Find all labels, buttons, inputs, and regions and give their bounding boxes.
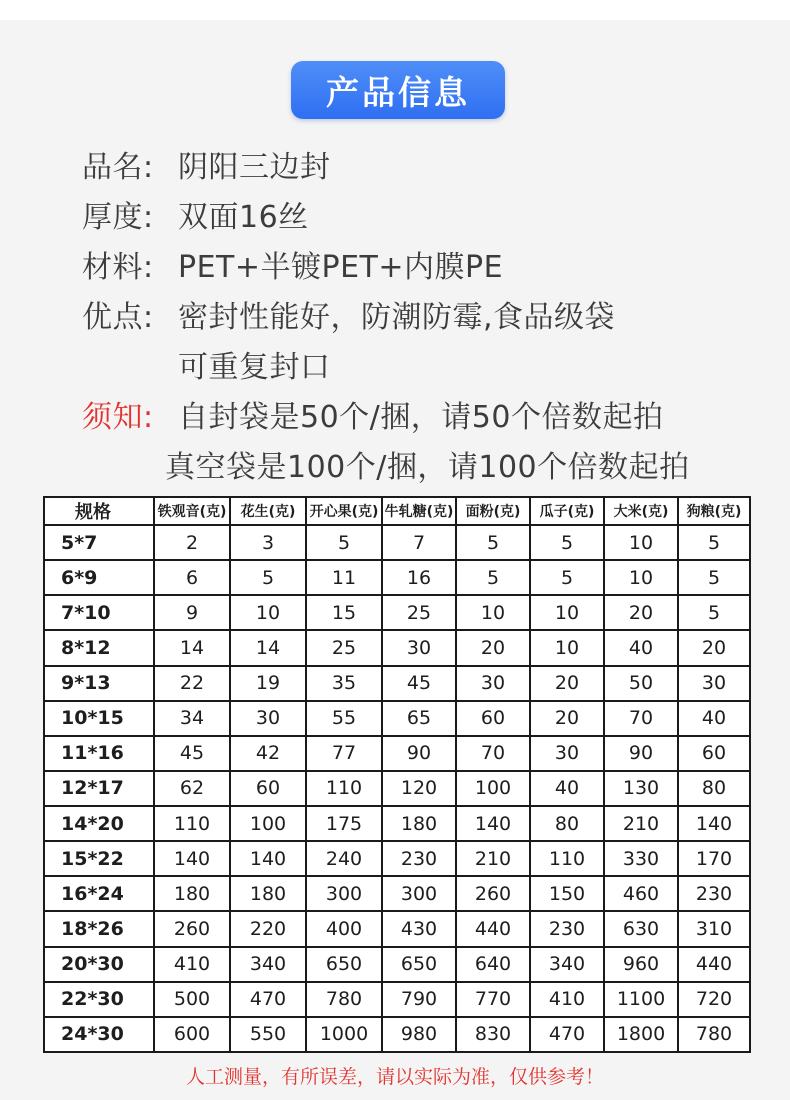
weight-cell: 780 bbox=[678, 1017, 750, 1052]
weight-cell: 30 bbox=[678, 666, 750, 701]
weight-cell: 120 bbox=[382, 771, 456, 806]
weight-cell: 2 bbox=[154, 525, 230, 560]
weight-cell: 34 bbox=[154, 701, 230, 736]
weight-cell: 10 bbox=[604, 560, 678, 595]
weight-cell: 180 bbox=[154, 876, 230, 911]
weight-cell: 19 bbox=[230, 666, 306, 701]
footer-note: 人工测量，有所误差，请以实际为准，仅供参考！ bbox=[185, 1066, 604, 1088]
size-cell: 5*7 bbox=[44, 525, 154, 560]
weight-cell: 210 bbox=[456, 841, 530, 876]
weight-cell: 30 bbox=[230, 701, 306, 736]
weight-cell: 640 bbox=[456, 947, 530, 982]
weight-cell: 25 bbox=[306, 630, 382, 665]
weight-cell: 550 bbox=[230, 1017, 306, 1052]
weight-cell: 240 bbox=[306, 841, 382, 876]
weight-cell: 430 bbox=[382, 911, 456, 946]
weight-cell: 70 bbox=[604, 701, 678, 736]
weight-cell: 310 bbox=[678, 911, 750, 946]
top-strip bbox=[0, 0, 790, 20]
info-label: 厚度: bbox=[82, 200, 154, 235]
weight-cell: 77 bbox=[306, 736, 382, 771]
weight-cell: 175 bbox=[306, 806, 382, 841]
weight-cell: 40 bbox=[604, 630, 678, 665]
weight-cell: 10 bbox=[530, 595, 604, 630]
size-cell: 24*30 bbox=[44, 1017, 154, 1052]
table-row bbox=[44, 911, 750, 946]
header-cell: 狗粮(克) bbox=[678, 497, 750, 525]
weight-cell: 410 bbox=[530, 982, 604, 1017]
weight-cell: 40 bbox=[530, 771, 604, 806]
weight-cell: 980 bbox=[382, 1017, 456, 1052]
weight-cell: 7 bbox=[382, 525, 456, 560]
weight-cell: 600 bbox=[154, 1017, 230, 1052]
spec-table bbox=[43, 496, 751, 1053]
weight-cell: 340 bbox=[530, 947, 604, 982]
table-row bbox=[44, 876, 750, 911]
weight-cell: 960 bbox=[604, 947, 678, 982]
weight-cell: 35 bbox=[306, 666, 382, 701]
weight-cell: 11 bbox=[306, 560, 382, 595]
weight-cell: 10 bbox=[530, 630, 604, 665]
weight-cell: 150 bbox=[530, 876, 604, 911]
notice-label: 须知: bbox=[82, 400, 154, 435]
info-label: 材料: bbox=[82, 250, 154, 285]
header-cell: 面粉(克) bbox=[456, 497, 530, 525]
weight-cell: 210 bbox=[604, 806, 678, 841]
info-value: 密封性能好，防潮防霉,食品级袋 bbox=[178, 300, 616, 335]
weight-cell: 20 bbox=[456, 630, 530, 665]
weight-cell: 220 bbox=[230, 911, 306, 946]
size-cell: 15*22 bbox=[44, 841, 154, 876]
weight-cell: 5 bbox=[530, 560, 604, 595]
weight-cell: 440 bbox=[678, 947, 750, 982]
table-header-row bbox=[44, 497, 750, 525]
info-value: 阴阳三边封 bbox=[178, 150, 331, 185]
info-advantage-cont: 可重复封口 bbox=[178, 350, 331, 385]
weight-cell: 45 bbox=[154, 736, 230, 771]
weight-cell: 5 bbox=[678, 525, 750, 560]
info-product-name bbox=[82, 142, 331, 186]
weight-cell: 230 bbox=[678, 876, 750, 911]
weight-cell: 330 bbox=[604, 841, 678, 876]
notice-line-1: 自封袋是50个/捆，请50个倍数起拍 bbox=[178, 400, 664, 435]
weight-cell: 55 bbox=[306, 701, 382, 736]
weight-cell: 20 bbox=[530, 701, 604, 736]
weight-cell: 1100 bbox=[604, 982, 678, 1017]
weight-cell: 10 bbox=[456, 595, 530, 630]
weight-cell: 60 bbox=[678, 736, 750, 771]
weight-cell: 50 bbox=[604, 666, 678, 701]
table-row bbox=[44, 771, 750, 806]
weight-cell: 5 bbox=[530, 525, 604, 560]
header-cell: 开心果(克) bbox=[306, 497, 382, 525]
weight-cell: 20 bbox=[530, 666, 604, 701]
notice-line-2: 真空袋是100个/捆，请100个倍数起拍 bbox=[165, 450, 690, 485]
table-row bbox=[44, 736, 750, 771]
weight-cell: 110 bbox=[530, 841, 604, 876]
size-cell: 14*20 bbox=[44, 806, 154, 841]
weight-cell: 15 bbox=[306, 595, 382, 630]
weight-cell: 460 bbox=[604, 876, 678, 911]
weight-cell: 440 bbox=[456, 911, 530, 946]
weight-cell: 140 bbox=[154, 841, 230, 876]
weight-cell: 400 bbox=[306, 911, 382, 946]
weight-cell: 90 bbox=[382, 736, 456, 771]
weight-cell: 45 bbox=[382, 666, 456, 701]
table-row bbox=[44, 525, 750, 560]
weight-cell: 5 bbox=[678, 560, 750, 595]
weight-cell: 90 bbox=[604, 736, 678, 771]
weight-cell: 230 bbox=[530, 911, 604, 946]
weight-cell: 110 bbox=[306, 771, 382, 806]
size-cell: 6*9 bbox=[44, 560, 154, 595]
size-cell: 7*10 bbox=[44, 595, 154, 630]
section-title: 产品信息 bbox=[291, 61, 505, 119]
weight-cell: 5 bbox=[230, 560, 306, 595]
weight-cell: 10 bbox=[230, 595, 306, 630]
weight-cell: 10 bbox=[604, 525, 678, 560]
table-row bbox=[44, 630, 750, 665]
weight-cell: 20 bbox=[604, 595, 678, 630]
weight-cell: 25 bbox=[382, 595, 456, 630]
table-row bbox=[44, 666, 750, 701]
info-label: 优点: bbox=[82, 300, 154, 335]
weight-cell: 300 bbox=[382, 876, 456, 911]
weight-cell: 300 bbox=[306, 876, 382, 911]
weight-cell: 230 bbox=[382, 841, 456, 876]
weight-cell: 630 bbox=[604, 911, 678, 946]
size-cell: 12*17 bbox=[44, 771, 154, 806]
info-value: PET+半镀PET+内膜PE bbox=[178, 250, 504, 285]
weight-cell: 340 bbox=[230, 947, 306, 982]
weight-cell: 30 bbox=[456, 666, 530, 701]
weight-cell: 790 bbox=[382, 982, 456, 1017]
weight-cell: 42 bbox=[230, 736, 306, 771]
weight-cell: 260 bbox=[456, 876, 530, 911]
weight-cell: 180 bbox=[230, 876, 306, 911]
table-row bbox=[44, 806, 750, 841]
weight-cell: 140 bbox=[678, 806, 750, 841]
weight-cell: 5 bbox=[306, 525, 382, 560]
weight-cell: 9 bbox=[154, 595, 230, 630]
info-notice bbox=[82, 392, 663, 436]
weight-cell: 140 bbox=[230, 841, 306, 876]
weight-cell: 14 bbox=[230, 630, 306, 665]
header-cell: 花生(克) bbox=[230, 497, 306, 525]
header-cell: 瓜子(克) bbox=[530, 497, 604, 525]
weight-cell: 130 bbox=[604, 771, 678, 806]
weight-cell: 14 bbox=[154, 630, 230, 665]
weight-cell: 40 bbox=[678, 701, 750, 736]
header-size: 规格 bbox=[44, 497, 154, 525]
weight-cell: 410 bbox=[154, 947, 230, 982]
weight-cell: 60 bbox=[230, 771, 306, 806]
weight-cell: 180 bbox=[382, 806, 456, 841]
size-cell: 18*26 bbox=[44, 911, 154, 946]
table-row bbox=[44, 982, 750, 1017]
weight-cell: 650 bbox=[382, 947, 456, 982]
weight-cell: 62 bbox=[154, 771, 230, 806]
weight-cell: 22 bbox=[154, 666, 230, 701]
table-row bbox=[44, 947, 750, 982]
size-cell: 11*16 bbox=[44, 736, 154, 771]
table-row bbox=[44, 595, 750, 630]
info-advantage bbox=[82, 292, 615, 336]
weight-cell: 5 bbox=[456, 525, 530, 560]
size-cell: 16*24 bbox=[44, 876, 154, 911]
weight-cell: 780 bbox=[306, 982, 382, 1017]
size-cell: 9*13 bbox=[44, 666, 154, 701]
info-value: 双面16丝 bbox=[178, 200, 309, 235]
weight-cell: 6 bbox=[154, 560, 230, 595]
weight-cell: 80 bbox=[530, 806, 604, 841]
weight-cell: 1800 bbox=[604, 1017, 678, 1052]
weight-cell: 5 bbox=[456, 560, 530, 595]
table-row bbox=[44, 1017, 750, 1052]
header-cell: 铁观音(克) bbox=[154, 497, 230, 525]
weight-cell: 100 bbox=[456, 771, 530, 806]
size-cell: 20*30 bbox=[44, 947, 154, 982]
weight-cell: 500 bbox=[154, 982, 230, 1017]
weight-cell: 170 bbox=[678, 841, 750, 876]
header-cell: 大米(克) bbox=[604, 497, 678, 525]
info-material bbox=[82, 242, 503, 286]
size-cell: 22*30 bbox=[44, 982, 154, 1017]
weight-cell: 65 bbox=[382, 701, 456, 736]
weight-cell: 60 bbox=[456, 701, 530, 736]
info-thickness bbox=[82, 192, 309, 236]
weight-cell: 1000 bbox=[306, 1017, 382, 1052]
weight-cell: 470 bbox=[530, 1017, 604, 1052]
weight-cell: 720 bbox=[678, 982, 750, 1017]
table-row bbox=[44, 841, 750, 876]
weight-cell: 70 bbox=[456, 736, 530, 771]
table-body bbox=[44, 525, 750, 1052]
weight-cell: 140 bbox=[456, 806, 530, 841]
weight-cell: 100 bbox=[230, 806, 306, 841]
weight-cell: 30 bbox=[382, 630, 456, 665]
weight-cell: 470 bbox=[230, 982, 306, 1017]
table-row bbox=[44, 701, 750, 736]
table-row bbox=[44, 560, 750, 595]
weight-cell: 5 bbox=[678, 595, 750, 630]
weight-cell: 16 bbox=[382, 560, 456, 595]
weight-cell: 20 bbox=[678, 630, 750, 665]
header-cell: 牛轧糖(克) bbox=[382, 497, 456, 525]
weight-cell: 770 bbox=[456, 982, 530, 1017]
weight-cell: 650 bbox=[306, 947, 382, 982]
size-cell: 8*12 bbox=[44, 630, 154, 665]
weight-cell: 830 bbox=[456, 1017, 530, 1052]
size-cell: 10*15 bbox=[44, 701, 154, 736]
weight-cell: 80 bbox=[678, 771, 750, 806]
weight-cell: 3 bbox=[230, 525, 306, 560]
weight-cell: 260 bbox=[154, 911, 230, 946]
info-label: 品名: bbox=[82, 150, 154, 185]
weight-cell: 30 bbox=[530, 736, 604, 771]
weight-cell: 110 bbox=[154, 806, 230, 841]
